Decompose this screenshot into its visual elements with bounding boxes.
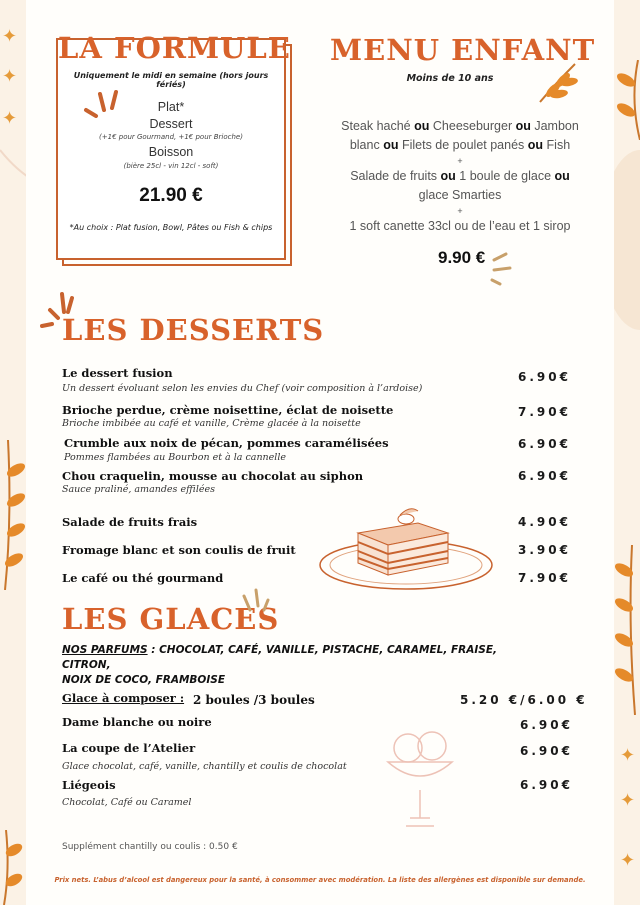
dessert-name: Salade de fruits frais [62, 515, 198, 529]
dessert-name: Le café ou thé gourmand [62, 571, 224, 585]
formule-footnote: *Au choix : Plat fusion, Bowl, Pâtes ou Fish & chips [69, 223, 273, 232]
sparkle-icon: ✦ [620, 745, 636, 766]
formule-title: LA FORMULE [58, 31, 291, 65]
sparkle-icon: ✦ [620, 850, 636, 871]
ice-cream-cup-illustration [380, 710, 460, 835]
enfant-title: MENU ENFANT [330, 33, 596, 67]
cake-illustration [318, 505, 494, 591]
glace-desc: Chocolat, Café ou Caramel [62, 797, 192, 808]
formule-boisson: Boisson [148, 145, 194, 159]
glaces-title: LES GLACES [62, 602, 280, 636]
autumn-leaf-icon [535, 60, 580, 105]
glace-compose-label: Glace à composer : [62, 691, 185, 705]
dessert-price: 4.90€ [518, 515, 571, 529]
enfant-plus-2: + [457, 206, 463, 216]
glace-name: La coupe de l’Atelier [62, 741, 196, 755]
sparkle-icon: ✦ [2, 108, 18, 129]
enfant-price: 9.90 € [438, 248, 486, 267]
autumn-leaves-icon [610, 545, 640, 715]
enfant-line-3: Salade de fruits ou 1 boule de glace ou [350, 169, 570, 183]
enfant-line-1: Steak haché ou Cheeseburger ou Jambon [341, 119, 579, 133]
sparkle-lines-icon [488, 250, 518, 286]
dessert-desc: Sauce praliné, amandes effilées [62, 484, 215, 495]
enfant-subtitle: Moins de 10 ans [406, 73, 494, 84]
glace-compose-price: 5.20 €/6.00 € [460, 693, 588, 707]
desserts-title: LES DESSERTS [62, 313, 325, 347]
autumn-leaves-icon [0, 830, 30, 905]
glace-compose-boules: 2 boules /3 boules [193, 693, 315, 707]
dessert-name: Brioche perdue, crème noisettine, éclat de noisette [62, 403, 394, 417]
glaces-parfums [62, 643, 522, 688]
dessert-name: Chou craquelin, mousse au chocolat au siphon [62, 469, 364, 483]
parfums-list: : CHOCOLAT, CAFÉ, VANILLE, PISTACHE, CARAMEL, FRAISE, CITRON, [62, 644, 497, 671]
parfums-label: NOS PARFUMS [62, 644, 148, 656]
sparkle-icon: ✦ [2, 26, 18, 47]
enfant-line-5: 1 soft canette 33cl ou de l’eau et 1 sirop [349, 219, 571, 233]
formule-dessert-note: (+1€ pour Gourmand, +1€ pour Brioche) [99, 133, 243, 141]
glace-price: 6.90€ [520, 778, 573, 792]
dessert-price: 6.90€ [518, 370, 571, 384]
dessert-name: Fromage blanc et son coulis de fruit [62, 543, 296, 557]
glace-name: Dame blanche ou noire [62, 715, 212, 729]
enfant-content [330, 117, 590, 236]
glaces-supplement: Supplément chantilly ou coulis : 0.50 € [62, 842, 238, 852]
glace-desc: Glace chocolat, café, vanille, chantilly et coulis de chocolat [62, 761, 347, 772]
sparkle-lines-icon [238, 586, 278, 616]
formule-subtitle: Uniquement le midi en semaine (hors jours fériés) [73, 71, 269, 89]
sparkle-icon: ✦ [2, 66, 18, 87]
formule-price: 21.90 € [139, 185, 203, 206]
enfant-line-4: glace Smarties [418, 188, 502, 202]
formule-boisson-note: (bière 25cl - vin 12cl - soft) [123, 162, 219, 170]
dessert-price: 7.90€ [518, 571, 571, 585]
dessert-price: 3.90€ [518, 543, 571, 557]
glace-price: 6.90€ [520, 744, 573, 758]
glace-price: 6.90€ [520, 718, 573, 732]
autumn-leaves-icon [610, 60, 640, 140]
dessert-price: 6.90€ [518, 437, 571, 451]
glace-name: Liégeois [62, 778, 116, 792]
formule-plat: Plat* [157, 100, 185, 114]
dessert-desc: Brioche imbibée au café et vanille, Crème glacée à la noisette [62, 418, 361, 429]
enfant-line-2: blanc ou Filets de poulet panés ou Fish [349, 138, 571, 152]
dessert-price: 7.90€ [518, 405, 571, 419]
enfant-plus-1: + [457, 156, 463, 166]
parfums-list-2: NOIX DE COCO, FRAMBOISE [62, 674, 225, 686]
dessert-price: 6.90€ [518, 469, 571, 483]
footer-note: Prix nets. L’abus d’alcool est dangereux pour la santé, à consommer avec modération. La liste des allergènes est disponible sur demande. [54, 876, 586, 884]
dessert-desc: Pommes flambées au Bourbon et à la cannelle [64, 452, 286, 463]
autumn-leaves-icon [0, 440, 30, 590]
dessert-name: Crumble aux noix de pécan, pommes caramélisées [64, 436, 389, 450]
dessert-desc: Un dessert évoluant selon les envies du Chef (voir composition à l’ardoise) [62, 383, 423, 394]
formule-dessert: Dessert [149, 117, 193, 131]
dessert-name: Le dessert fusion [62, 366, 173, 380]
sparkle-icon: ✦ [620, 790, 636, 811]
